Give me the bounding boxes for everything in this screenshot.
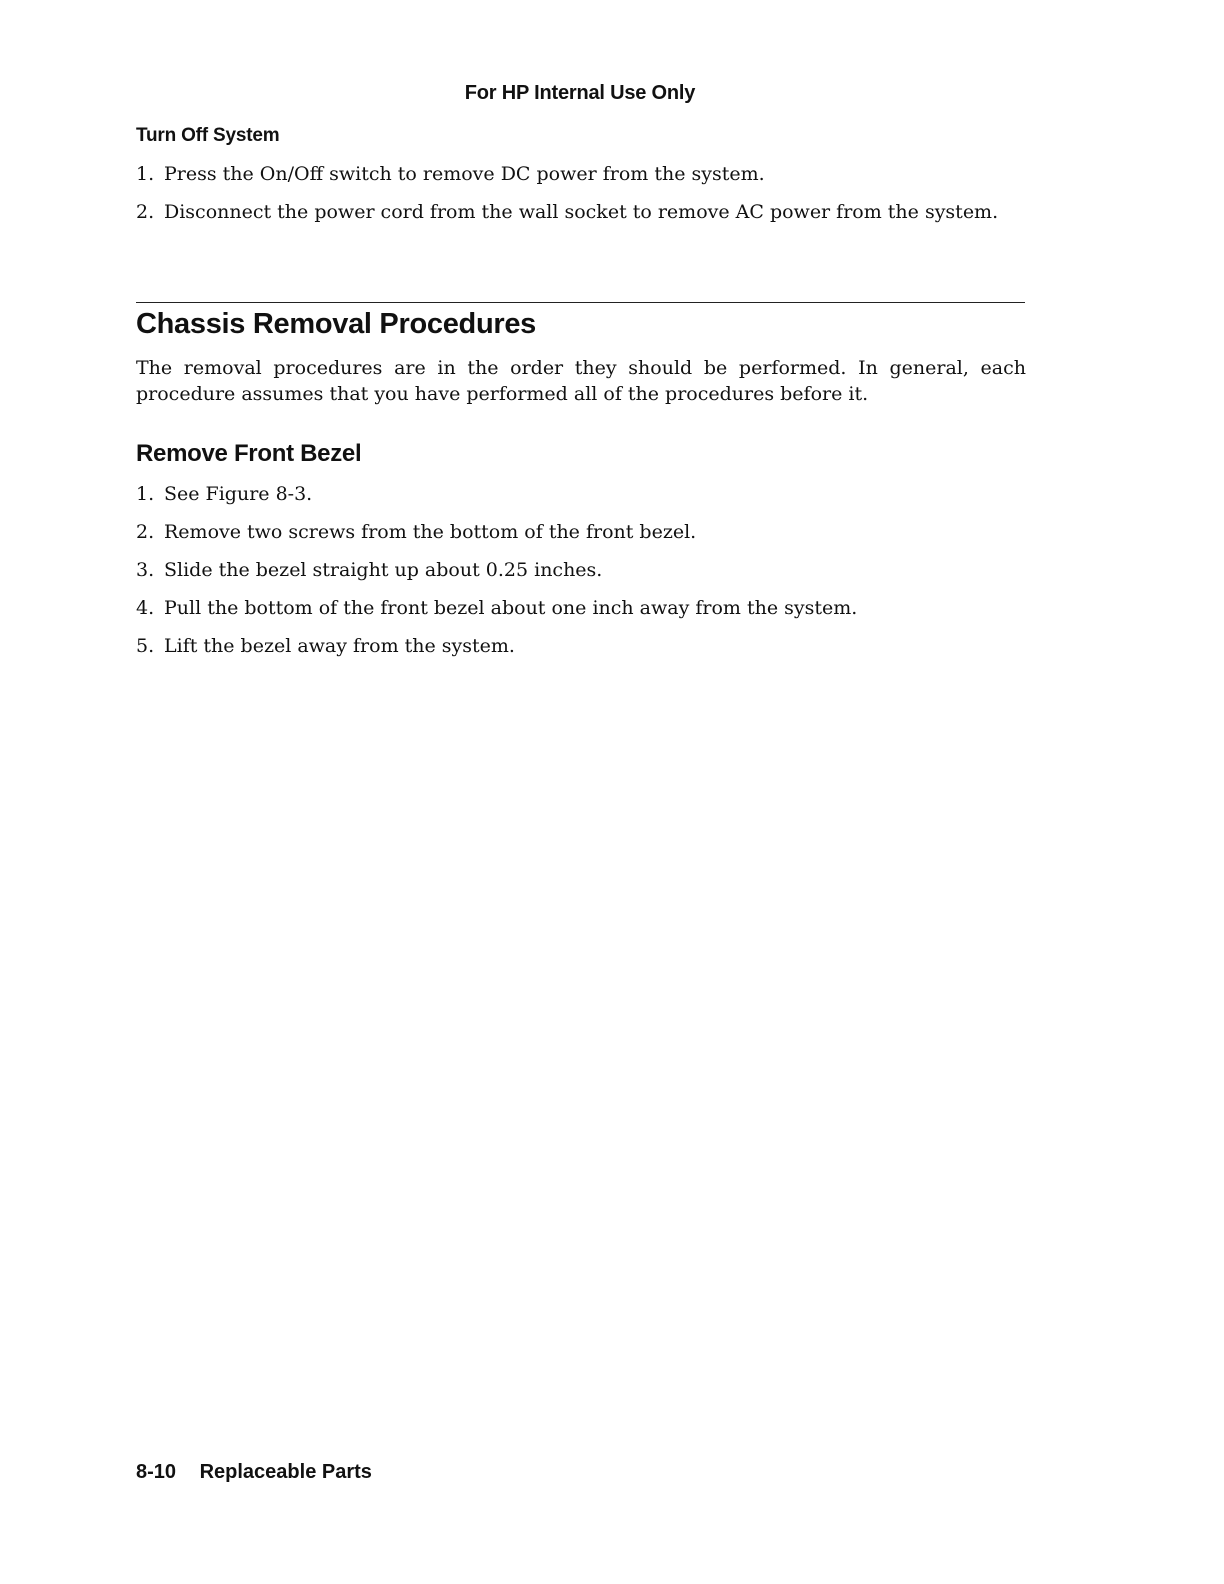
step-number: 5. xyxy=(136,635,155,657)
step-number: 4. xyxy=(136,597,155,619)
chassis-removal-title: Chassis Removal Procedures xyxy=(136,308,536,340)
page-number: 8-10 xyxy=(136,1461,177,1483)
section-divider xyxy=(136,302,1025,303)
step-number: 3. xyxy=(136,559,155,581)
internal-use-notice: For HP Internal Use Only xyxy=(464,82,696,104)
step-text: See Figure 8-3. xyxy=(164,483,313,505)
step-text: Pull the bottom of the front bezel about one inch away from the system. xyxy=(164,597,858,619)
footer-section-title: Replaceable Parts xyxy=(199,1461,372,1483)
remove-front-bezel-heading: Remove Front Bezel xyxy=(136,440,362,467)
step-number: 2. xyxy=(136,201,155,223)
turn-off-system-heading: Turn Off System xyxy=(136,125,280,146)
chassis-removal-intro: The removal procedures are in the order they should be performed. In general, each procedure assumes that you have performed all of the procedures before it. xyxy=(136,357,1026,405)
step-text: Disconnect the power cord from the wall socket to remove AC power from the system. xyxy=(164,201,999,223)
list-item xyxy=(136,634,857,672)
list-item xyxy=(136,596,857,634)
list-item xyxy=(136,558,857,596)
list-item xyxy=(136,482,857,520)
list-item xyxy=(136,162,998,200)
step-text: Press the On/Off switch to remove DC power from the system. xyxy=(164,163,765,185)
step-number: 2. xyxy=(136,521,155,543)
list-item xyxy=(136,520,857,558)
step-number: 1. xyxy=(136,483,155,505)
page-footer xyxy=(136,1461,372,1484)
list-item xyxy=(136,200,998,238)
remove-front-bezel-steps xyxy=(136,482,857,672)
step-number: 1. xyxy=(136,163,155,185)
step-text: Remove two screws from the bottom of the front bezel. xyxy=(164,521,697,543)
step-text: Slide the bezel straight up about 0.25 inches. xyxy=(164,559,603,581)
turn-off-system-steps xyxy=(136,162,998,238)
step-text: Lift the bezel away from the system. xyxy=(164,635,515,657)
